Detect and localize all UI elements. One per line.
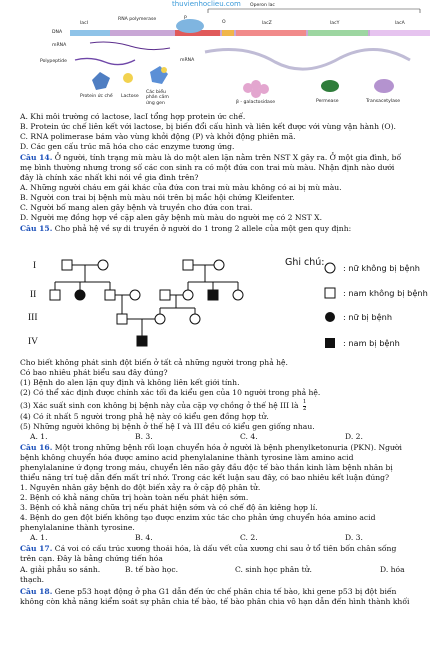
lactose-label: Lactose	[121, 94, 139, 99]
q16-stem-3: phenylalanine ứ đọng trong máu, chuyển lên não gây đầu độc tế bào thần kinh làm bệnh nhân bị	[20, 463, 393, 472]
lacI-gene	[70, 30, 110, 36]
transacetylase-label: Transacetylase	[366, 99, 401, 104]
q15-stem: Câu 15. Cho phả hệ về sự di truyền ở người do 1 trong 2 allele của một gen quy định:	[20, 224, 352, 233]
mrna-strand	[90, 42, 170, 50]
q18-stem-1: Câu 18. Gene p53 hoạt động ở pha G1 dẫn đến ức chế phân chia tế bào, khi gene p53 bị đột biến	[20, 587, 397, 596]
q17-answer-b: B. tế bào học.	[125, 565, 179, 574]
gen-label-1: I	[33, 261, 37, 271]
gen-label-2: II	[30, 290, 37, 300]
q17-stem-2: trên cạn. Đây là bằng chứng tiến hóa	[20, 554, 163, 563]
q15-line-3: (1) Bệnh do alen lặn quy định và không liên kết giới tính.	[20, 378, 240, 387]
pedigree-female	[183, 290, 193, 300]
polypeptide-label: Polypeptide	[40, 59, 67, 64]
pedigree-male	[183, 260, 193, 270]
q13-option-d: D. Các gen cấu trúc mã hóa cho các enzyme tương ứng.	[20, 142, 235, 151]
lacA-gene	[370, 30, 430, 36]
legend-male-healthy-icon	[325, 288, 335, 298]
q15-label: Câu 15.	[20, 224, 53, 233]
legend-male-affected: : nam bị bệnh	[343, 338, 400, 348]
lacY-gene	[308, 30, 368, 36]
q14-label: Câu 14.	[20, 153, 53, 162]
pedigree-female	[190, 314, 200, 324]
inducer-label: Các biểu phân cảm ứng gen	[146, 90, 169, 106]
legend-female-healthy: : nữ không bị bệnh	[343, 263, 420, 273]
q18-stem-2: không còn khả năng kiểm soát sự phân chia tế bào, tế bào phân chia vô hạn dẫn đến hình thành khối	[20, 597, 410, 606]
pedigree-female	[155, 314, 165, 324]
pedigree-female	[130, 290, 140, 300]
pedigree-female	[98, 260, 108, 270]
q13-option-a: A. Khi môi trường có lactose, lacI tổng hợp protein ức chế.	[20, 112, 246, 121]
q15-line-5: (3) Xác suất sinh con không bị bệnh này của cặp vợ chồng ở thế hệ III là $\frac{1}{2}$	[20, 399, 307, 412]
permease-shape	[321, 80, 339, 92]
repressor-label: Protein ức chế	[80, 94, 113, 99]
laca-label: lacA	[395, 21, 405, 26]
beta-gal-shape	[243, 80, 269, 98]
q15-answer-b: B. 3.	[135, 432, 153, 441]
legend-male-healthy: : nam không bị bệnh	[343, 288, 428, 298]
lacZ-gene	[236, 30, 306, 36]
pedigree-male	[117, 314, 127, 324]
o-label: O	[222, 20, 226, 25]
rna-polymerase-label: RNA polymerase	[118, 17, 157, 22]
q16-answer-a: A. 1.	[30, 533, 48, 542]
legend-symbols	[320, 258, 340, 358]
operon-diagram	[0, 0, 437, 112]
q14-option-a: A. Những người cháu em gái khác của đứa con trai mù màu không có ai bị mù màu.	[20, 183, 342, 192]
q16-stem-1: Câu 16. Một trong những bệnh rối loạn chuyển hóa ở người là bệnh phenylketonuria (PKN). Người	[20, 443, 402, 452]
legend-female-healthy-icon	[325, 263, 335, 273]
gen-label-4: IV	[28, 337, 39, 347]
pedigree-female	[233, 290, 243, 300]
q17-answer-d-cont: thạch.	[20, 575, 45, 584]
q16-answer-d: D. 3.	[345, 533, 363, 542]
rna-polymerase-shape	[176, 19, 204, 33]
q15-answer-d: D. 2.	[345, 432, 363, 441]
q13-option-c: C. RNA polimerase bám vào vùng khởi động (P) và khởi động phiên mã.	[20, 132, 296, 141]
mrna-label: mRNA	[52, 43, 67, 48]
q16-answer-b: B. 4.	[135, 533, 153, 542]
watermark: thuvienhoclieu.com	[172, 0, 241, 8]
pedigree-chart	[0, 240, 280, 355]
q14-option-d: D. Người mẹ đồng hợp về cặp alen gây bệnh mù màu do người mẹ có 2 NST X.	[20, 213, 322, 222]
laci-label: lacI	[80, 21, 88, 26]
beta-gal-label: β - galactosidase	[236, 100, 276, 105]
legend-female-affected: : nữ bị bệnh	[343, 312, 393, 322]
q14-option-c: C. Người bố mang alen gây bệnh và truyền cho đứa con trai.	[20, 203, 253, 212]
mrna-operon-label: mRNA	[180, 58, 195, 63]
q16-stem-7: 3. Bệnh có khả năng chữa trị nếu phát hiện sớm và có chế độ ăn kiêng hợp lí.	[20, 503, 318, 512]
dna-label: DNA	[52, 30, 63, 35]
q18-label: Câu 18.	[20, 587, 53, 596]
q17-label: Câu 17.	[20, 544, 53, 553]
fraction: $\frac{1}{2}$	[302, 399, 307, 412]
polypeptide-chain	[75, 58, 135, 64]
pedigree-male	[160, 290, 170, 300]
pedigree-male	[105, 290, 115, 300]
q15-line-4: (2) Có thể xác định được chính xác tối đa kiểu gen của 10 người trong phả hệ.	[20, 388, 321, 397]
pedigree-affected-male	[137, 336, 147, 346]
q15-answer-c: C. 4.	[240, 432, 258, 441]
q16-stem-4: thiểu năng trí tuệ dẫn đến mất trí nhớ. Trong các kết luận sau đây, có bao nhiêu kết luận đúng?	[20, 473, 390, 482]
q15-answer-a: A. 1.	[30, 432, 48, 441]
operon-mrna	[205, 49, 410, 69]
q16-stem-5: 1. Nguyên nhân gây bệnh do đột biến xảy ra ở cặp độ phân tử.	[20, 483, 261, 492]
q16-stem-9: phenylalanine thành tyrosine.	[20, 523, 135, 532]
legend-female-affected-icon	[325, 312, 335, 322]
q15-line-1: Cho biết không phát sinh đột biến ở tất cả những người trong phả hệ.	[20, 358, 288, 367]
p-label: P	[184, 16, 187, 21]
q17-stem-1: Câu 17. Cá voi có cấu trúc xương thoái hóa, là dấu vết của xương chi sau ở tổ tiên bốn chân sống	[20, 544, 397, 553]
repressor-shape	[92, 72, 110, 90]
q15-line-7: (5) Những người không bị bệnh ở thế hệ I và III đều có kiểu gen giống nhau.	[20, 422, 315, 431]
q14-option-b: B. Người con trai bị bệnh mù màu nói trên bị mắc hội chứng Kleifenter.	[20, 193, 295, 202]
pedigree-male	[50, 290, 60, 300]
q13-option-b: B. Protein ức chế liên kết với lactose, bị biến đổi cấu hình và liên kết được với vùng vận hành (O).	[20, 122, 396, 131]
lacz-label: lacZ	[262, 21, 272, 26]
q14-stem-2: mẹ bình thường nhưng trong số các con sinh ra có một đứa con trai mù màu. Nhận định nào dưới	[20, 163, 395, 172]
transacetylase-shape	[374, 79, 394, 93]
pedigree-male	[62, 260, 72, 270]
legend-male-affected-icon	[325, 338, 335, 348]
q16-stem-2: bệnh không chuyển hóa được amino acid phenylalanine thành tyrosine làm amino acid	[20, 453, 354, 462]
gen-label-3: III	[28, 313, 38, 323]
legend-title: Ghi chú:	[285, 257, 325, 268]
permease-label: Permease	[316, 99, 339, 104]
q15-line-2: Có bao nhiêu phát biểu sau đây đúng?	[20, 368, 168, 377]
q17-answer-a: A. giải phẫu so sánh.	[20, 565, 101, 574]
q14-stem-3: đây là chính xác nhất khi nói về gia đình trên?	[20, 173, 199, 182]
operator-region	[222, 30, 234, 36]
q16-stem-8: 4. Bệnh do gen đột biến không tạo được enzim xúc tác cho phản ứng chuyển hóa amino acid	[20, 513, 376, 522]
q17-answer-c: C. sinh học phân tử.	[235, 565, 312, 574]
q16-stem-6: 2. Bệnh có khả năng chữa trị hoàn toàn nếu phát hiện sớm.	[20, 493, 249, 502]
q16-label: Câu 16.	[20, 443, 53, 452]
pedigree-affected-female	[75, 290, 85, 300]
lactose-shape	[123, 73, 133, 83]
q17-answer-d: D. hóa	[380, 565, 405, 574]
operon-lac-label: Operon lac	[250, 3, 275, 8]
q15-line-6: (4) Có ít nhất 5 người trong phả hệ này có kiểu gen đồng hợp tử.	[20, 412, 269, 421]
q16-answer-c: C. 2.	[240, 533, 258, 542]
q14-stem-1: Câu 14. Ở người, tính trạng mù màu là do một alen lặn nằm trên NST X gây ra. Ở một gia đình, bố	[20, 153, 402, 162]
pedigree-female	[214, 260, 224, 270]
pedigree-affected-male	[208, 290, 218, 300]
lacy-label: lacY	[330, 21, 340, 26]
